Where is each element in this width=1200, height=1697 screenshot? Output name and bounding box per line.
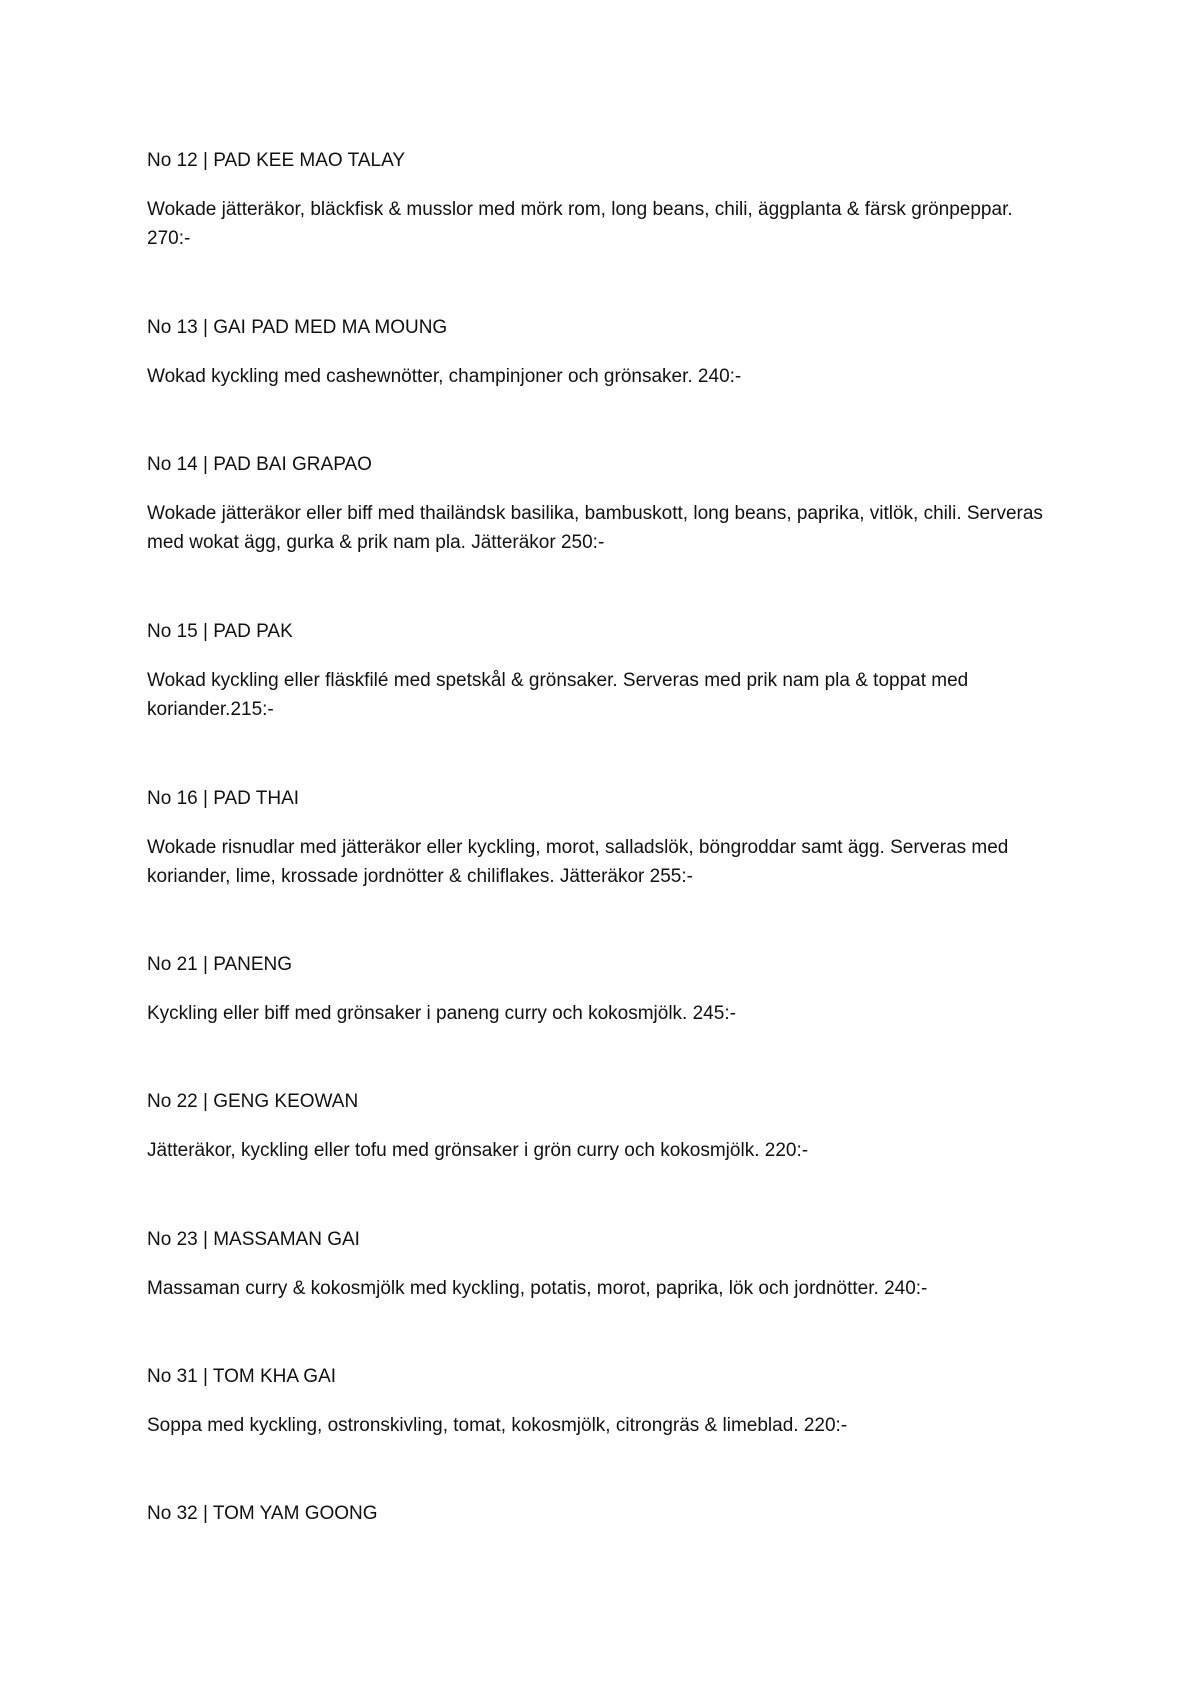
menu-item-title: No 16 | PAD THAI	[147, 788, 300, 809]
menu-item-description: Wokad kyckling med cashewnötter, champinjoner och grönsaker. 240:-	[147, 366, 742, 387]
menu-item-description: Kyckling eller biff med grönsaker i paneng curry och kokosmjölk. 245:-	[147, 1003, 736, 1024]
menu-item-description: Jätteräkor, kyckling eller tofu med grönsaker i grön curry och kokosmjölk. 220:-	[147, 1140, 809, 1161]
menu-item-title: No 22 | GENG KEOWAN	[147, 1091, 359, 1112]
menu-item-no-15	[147, 620, 1047, 720]
menu-item-description: Massaman curry & kokosmjölk med kyckling, potatis, morot, paprika, lök och jordnötter. 240:-	[147, 1278, 928, 1299]
menu-item-no-12	[147, 149, 1047, 249]
menu-item-description: Wokade jätteräkor, bläckfisk & musslor med mörk rom, long beans, chili, äggplanta & färsk grönpeppar. 270:-	[147, 199, 1013, 249]
menu-item-title: No 15 | PAD PAK	[147, 621, 293, 642]
menu-item-title: No 31 | TOM KHA GAI	[147, 1366, 337, 1387]
menu-item-description: Wokad kyckling eller fläskfilé med spetskål & grönsaker. Serveras med prik nam pla & toppat med koriander.215:-	[147, 670, 969, 720]
menu-item-no-32	[147, 1502, 1047, 1526]
menu-item-no-31	[147, 1365, 1047, 1436]
menu-item-no-23	[147, 1228, 1047, 1299]
menu-item-title: No 32 | TOM YAM GOONG	[147, 1503, 378, 1524]
menu-item-title: No 13 | GAI PAD MED MA MOUNG	[147, 317, 448, 338]
menu-item-description: Wokade risnudlar med jätteräkor eller kyckling, morot, salladslök, böngroddar samt ägg. Serveras med koriander, lime, krossade jordnötter & chiliflakes. Jätteräkor 255:-	[147, 837, 1009, 887]
menu-item-description: Wokade jätteräkor eller biff med thailändsk basilika, bambuskott, long beans, paprika, vitlök, chili. Serveras med wokat ägg, gurka & prik nam pla. Jätteräkor 250:-	[147, 503, 1043, 553]
menu-item-title: No 21 | PANENG	[147, 954, 293, 975]
menu-item-no-14	[147, 453, 1047, 553]
menu-item-title: No 14 | PAD BAI GRAPAO	[147, 454, 372, 475]
menu-item-description: Soppa med kyckling, ostronskivling, tomat, kokosmjölk, citrongräs & limeblad. 220:-	[147, 1415, 848, 1436]
menu-item-title: No 12 | PAD KEE MAO TALAY	[147, 150, 406, 171]
menu-item-no-22	[147, 1090, 1047, 1161]
menu-item-no-16	[147, 787, 1047, 887]
menu-item-no-13	[147, 316, 1047, 387]
menu-item-no-21	[147, 953, 1047, 1024]
menu-item-title: No 23 | MASSAMAN GAI	[147, 1229, 360, 1250]
